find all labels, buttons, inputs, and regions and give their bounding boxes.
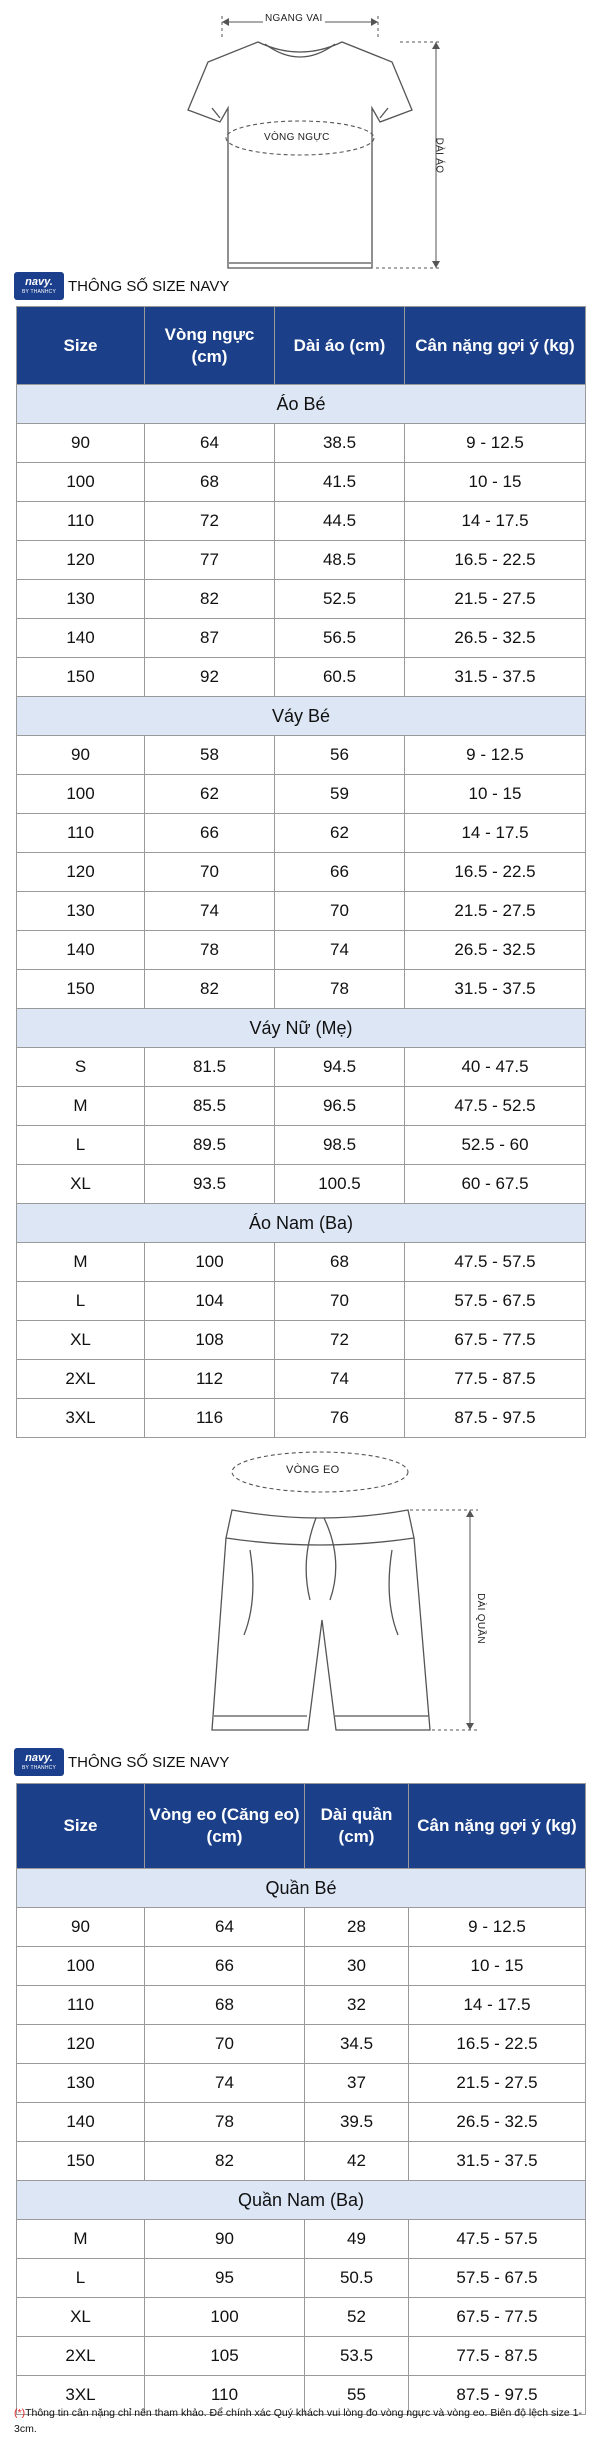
shorts-illustration	[0, 1430, 600, 1750]
table-cell: 100.5	[275, 1165, 405, 1204]
table-row	[17, 2103, 586, 2142]
table-row	[17, 814, 586, 853]
table-cell: 100	[145, 2298, 305, 2337]
table-cell: 98.5	[275, 1126, 405, 1165]
table-cell: 104	[145, 1282, 275, 1321]
table-cell: 100	[17, 775, 145, 814]
table-cell: 60 - 67.5	[405, 1165, 586, 1204]
table-cell: 90	[17, 424, 145, 463]
table-cell: 100	[17, 463, 145, 502]
section-header-row	[17, 1204, 586, 1243]
section-title: Quần Nam (Ba)	[17, 2181, 586, 2220]
table-cell: 26.5 - 32.5	[405, 619, 586, 658]
table-cell: 130	[17, 2064, 145, 2103]
section-title: Quần Bé	[17, 1869, 586, 1908]
header-weight: Cân nặng gợi ý (kg)	[409, 1784, 586, 1869]
table-cell: 60.5	[275, 658, 405, 697]
table-cell: 34.5	[305, 2025, 409, 2064]
table-cell: 42	[305, 2142, 409, 2181]
section-header-row	[17, 697, 586, 736]
table-cell: 3XL	[17, 2376, 145, 2415]
shoulder-label: NGANG VAI	[265, 13, 323, 24]
table-cell: 90	[17, 1908, 145, 1947]
table-row	[17, 1243, 586, 1282]
header-length: Dài áo (cm)	[275, 307, 405, 385]
table-row	[17, 2064, 586, 2103]
table-cell: 82	[145, 2142, 305, 2181]
table-cell: 90	[145, 2220, 305, 2259]
table-cell: 87.5 - 97.5	[409, 2376, 586, 2415]
table-cell: 150	[17, 658, 145, 697]
table-cell: 100	[145, 1243, 275, 1282]
shirt-brand-row	[14, 272, 229, 300]
section-header-row	[17, 385, 586, 424]
table-cell: 67.5 - 77.5	[405, 1321, 586, 1360]
header-length: Dài quần (cm)	[305, 1784, 409, 1869]
table-cell: 56.5	[275, 619, 405, 658]
table-cell: 21.5 - 27.5	[405, 580, 586, 619]
table-cell: 64	[145, 1908, 305, 1947]
table-cell: 81.5	[145, 1048, 275, 1087]
table-row	[17, 580, 586, 619]
footnote-text: Thông tin cân nặng chỉ nên tham khảo. Để chính xác Quý khách vui lòng đo vòng ngực và vòng eo. Biên độ lệch size 1-3cm.	[14, 2407, 582, 2435]
shirt-size-title: THÔNG SỐ SIZE NAVY	[68, 277, 230, 295]
table-cell: 112	[145, 1360, 275, 1399]
table-cell: XL	[17, 2298, 145, 2337]
table-cell: 105	[145, 2337, 305, 2376]
table-cell: 66	[145, 1947, 305, 1986]
header-chest: Vòng ngực (cm)	[145, 307, 275, 385]
table-cell: 140	[17, 931, 145, 970]
table-cell: 116	[145, 1399, 275, 1438]
table-cell: L	[17, 2259, 145, 2298]
table-row	[17, 853, 586, 892]
header-size: Size	[17, 1784, 145, 1869]
table-cell: 52.5	[275, 580, 405, 619]
table-row	[17, 1986, 586, 2025]
table-cell: 68	[145, 463, 275, 502]
table-cell: 140	[17, 2103, 145, 2142]
table-row	[17, 424, 586, 463]
table-cell: L	[17, 1126, 145, 1165]
table-row	[17, 1087, 586, 1126]
chest-label: VÒNG NGỰC	[264, 132, 330, 143]
table-cell: 10 - 15	[405, 463, 586, 502]
pants-size-title: THÔNG SỐ SIZE NAVY	[68, 1753, 230, 1771]
table-cell: 100	[17, 1947, 145, 1986]
table-cell: M	[17, 1087, 145, 1126]
table-cell: 66	[275, 853, 405, 892]
table-row	[17, 2337, 586, 2376]
table-cell: 70	[145, 853, 275, 892]
table-row	[17, 2142, 586, 2181]
table-cell: 85.5	[145, 1087, 275, 1126]
table-cell: 70	[275, 892, 405, 931]
table-cell: 38.5	[275, 424, 405, 463]
pants-diagram	[0, 1430, 600, 1750]
table-cell: 31.5 - 37.5	[405, 658, 586, 697]
table-row	[17, 775, 586, 814]
table-cell: 53.5	[305, 2337, 409, 2376]
table-cell: 14 - 17.5	[405, 814, 586, 853]
section-title: Váy Nữ (Mẹ)	[17, 1009, 586, 1048]
table-row	[17, 1048, 586, 1087]
table-cell: M	[17, 1243, 145, 1282]
table-cell: 78	[145, 2103, 305, 2142]
table-cell: 16.5 - 22.5	[405, 541, 586, 580]
shirt-diagram	[0, 0, 600, 280]
table-cell: 68	[145, 1986, 305, 2025]
section-title: Áo Bé	[17, 385, 586, 424]
table-cell: 26.5 - 32.5	[409, 2103, 586, 2142]
table-cell: 70	[275, 1282, 405, 1321]
section-header-row	[17, 2181, 586, 2220]
table-row	[17, 463, 586, 502]
table-row	[17, 1947, 586, 1986]
table-cell: 120	[17, 2025, 145, 2064]
table-cell: S	[17, 1048, 145, 1087]
table-cell: 110	[17, 1986, 145, 2025]
table-cell: 82	[145, 580, 275, 619]
table-cell: 67.5 - 77.5	[409, 2298, 586, 2337]
table-cell: 87	[145, 619, 275, 658]
table-cell: 44.5	[275, 502, 405, 541]
table-cell: 74	[145, 2064, 305, 2103]
table-row	[17, 502, 586, 541]
table-cell: 110	[17, 502, 145, 541]
table-cell: 74	[275, 1360, 405, 1399]
table-cell: 28	[305, 1908, 409, 1947]
table-cell: 32	[305, 1986, 409, 2025]
table-cell: 120	[17, 853, 145, 892]
table-row	[17, 1165, 586, 1204]
header-weight: Cân nặng gợi ý (kg)	[405, 307, 586, 385]
header-size: Size	[17, 307, 145, 385]
table-cell: 95	[145, 2259, 305, 2298]
table-cell: 110	[17, 814, 145, 853]
table-cell: 77.5 - 87.5	[409, 2337, 586, 2376]
table-row	[17, 541, 586, 580]
table-cell: L	[17, 1282, 145, 1321]
table-cell: 76	[275, 1399, 405, 1438]
table-cell: 31.5 - 37.5	[405, 970, 586, 1009]
table-cell: 2XL	[17, 2337, 145, 2376]
table-cell: 21.5 - 27.5	[409, 2064, 586, 2103]
table-cell: 49	[305, 2220, 409, 2259]
table-cell: 21.5 - 27.5	[405, 892, 586, 931]
table-cell: 58	[145, 736, 275, 775]
table-cell: 120	[17, 541, 145, 580]
table-cell: 39.5	[305, 2103, 409, 2142]
table-cell: 74	[145, 892, 275, 931]
table-row	[17, 619, 586, 658]
footnote-mark: (*)	[14, 2407, 26, 2419]
table-cell: 14 - 17.5	[405, 502, 586, 541]
table-cell: 47.5 - 52.5	[405, 1087, 586, 1126]
table-row	[17, 970, 586, 1009]
footnote	[14, 2405, 589, 2437]
navy-logo: navy. BY THANHCY	[14, 1748, 64, 1776]
header-waist: Vòng eo (Căng eo) (cm)	[145, 1784, 305, 1869]
table-cell: 150	[17, 970, 145, 1009]
section-title: Váy Bé	[17, 697, 586, 736]
table-cell: 62	[275, 814, 405, 853]
table-cell: 9 - 12.5	[409, 1908, 586, 1947]
section-header-row	[17, 1009, 586, 1048]
table-cell: M	[17, 2220, 145, 2259]
table-cell: 14 - 17.5	[409, 1986, 586, 2025]
table-cell: 55	[305, 2376, 409, 2415]
table-cell: 93.5	[145, 1165, 275, 1204]
table-row	[17, 1908, 586, 1947]
section-header-row	[17, 1869, 586, 1908]
table-row	[17, 931, 586, 970]
table-row	[17, 658, 586, 697]
table-cell: 68	[275, 1243, 405, 1282]
table-cell: 2XL	[17, 1360, 145, 1399]
table-row	[17, 1126, 586, 1165]
table-row	[17, 1282, 586, 1321]
table-cell: 90	[17, 736, 145, 775]
table-cell: 16.5 - 22.5	[409, 2025, 586, 2064]
table-row	[17, 1360, 586, 1399]
table-cell: 10 - 15	[405, 775, 586, 814]
table-cell: 47.5 - 57.5	[409, 2220, 586, 2259]
table-row	[17, 2220, 586, 2259]
table-cell: 77.5 - 87.5	[405, 1360, 586, 1399]
table-cell: 56	[275, 736, 405, 775]
table-row	[17, 892, 586, 931]
shirt-size-table	[16, 306, 586, 1438]
table-cell: 108	[145, 1321, 275, 1360]
table-cell: 30	[305, 1947, 409, 1986]
table-cell: 3XL	[17, 1399, 145, 1438]
table-cell: 94.5	[275, 1048, 405, 1087]
table-cell: 92	[145, 658, 275, 697]
table-row	[17, 736, 586, 775]
table-cell: 74	[275, 931, 405, 970]
navy-logo: navy. BY THANHCY	[14, 272, 64, 300]
section-title: Áo Nam (Ba)	[17, 1204, 586, 1243]
table-cell: 72	[145, 502, 275, 541]
table-cell: 59	[275, 775, 405, 814]
table-cell: 130	[17, 892, 145, 931]
table-cell: 72	[275, 1321, 405, 1360]
table-cell: 41.5	[275, 463, 405, 502]
pants-size-table	[16, 1783, 586, 2415]
pants-brand-row	[14, 1748, 229, 1776]
table-cell: 57.5 - 67.5	[409, 2259, 586, 2298]
table-row	[17, 2298, 586, 2337]
table-cell: 140	[17, 619, 145, 658]
table-cell: 37	[305, 2064, 409, 2103]
table-cell: 70	[145, 2025, 305, 2064]
pants-length-label: DÀI QUẦN	[474, 1593, 486, 1644]
table-cell: 40 - 47.5	[405, 1048, 586, 1087]
table-cell: 96.5	[275, 1087, 405, 1126]
table-cell: 31.5 - 37.5	[409, 2142, 586, 2181]
table-cell: 77	[145, 541, 275, 580]
shirt-length-label: DÀI ÁO	[433, 137, 445, 174]
table-cell: 130	[17, 580, 145, 619]
table-cell: 26.5 - 32.5	[405, 931, 586, 970]
waist-label: VÒNG EO	[286, 1464, 340, 1476]
table-cell: 10 - 15	[409, 1947, 586, 1986]
table-cell: 66	[145, 814, 275, 853]
table-cell: 89.5	[145, 1126, 275, 1165]
table-cell: 52.5 - 60	[405, 1126, 586, 1165]
table-cell: 62	[145, 775, 275, 814]
table-cell: 64	[145, 424, 275, 463]
table-cell: 9 - 12.5	[405, 736, 586, 775]
table-row	[17, 1321, 586, 1360]
table-row	[17, 2259, 586, 2298]
table-cell: 47.5 - 57.5	[405, 1243, 586, 1282]
table-cell: XL	[17, 1321, 145, 1360]
table-cell: 110	[145, 2376, 305, 2415]
table-cell: 78	[145, 931, 275, 970]
table-cell: 52	[305, 2298, 409, 2337]
table-row	[17, 2025, 586, 2064]
table-cell: 78	[275, 970, 405, 1009]
table-cell: 150	[17, 2142, 145, 2181]
table-cell: 82	[145, 970, 275, 1009]
table-cell: 16.5 - 22.5	[405, 853, 586, 892]
table-cell: 9 - 12.5	[405, 424, 586, 463]
table-cell: 50.5	[305, 2259, 409, 2298]
table-cell: 48.5	[275, 541, 405, 580]
table-cell: XL	[17, 1165, 145, 1204]
table-cell: 57.5 - 67.5	[405, 1282, 586, 1321]
table-cell: 87.5 - 97.5	[405, 1399, 586, 1438]
